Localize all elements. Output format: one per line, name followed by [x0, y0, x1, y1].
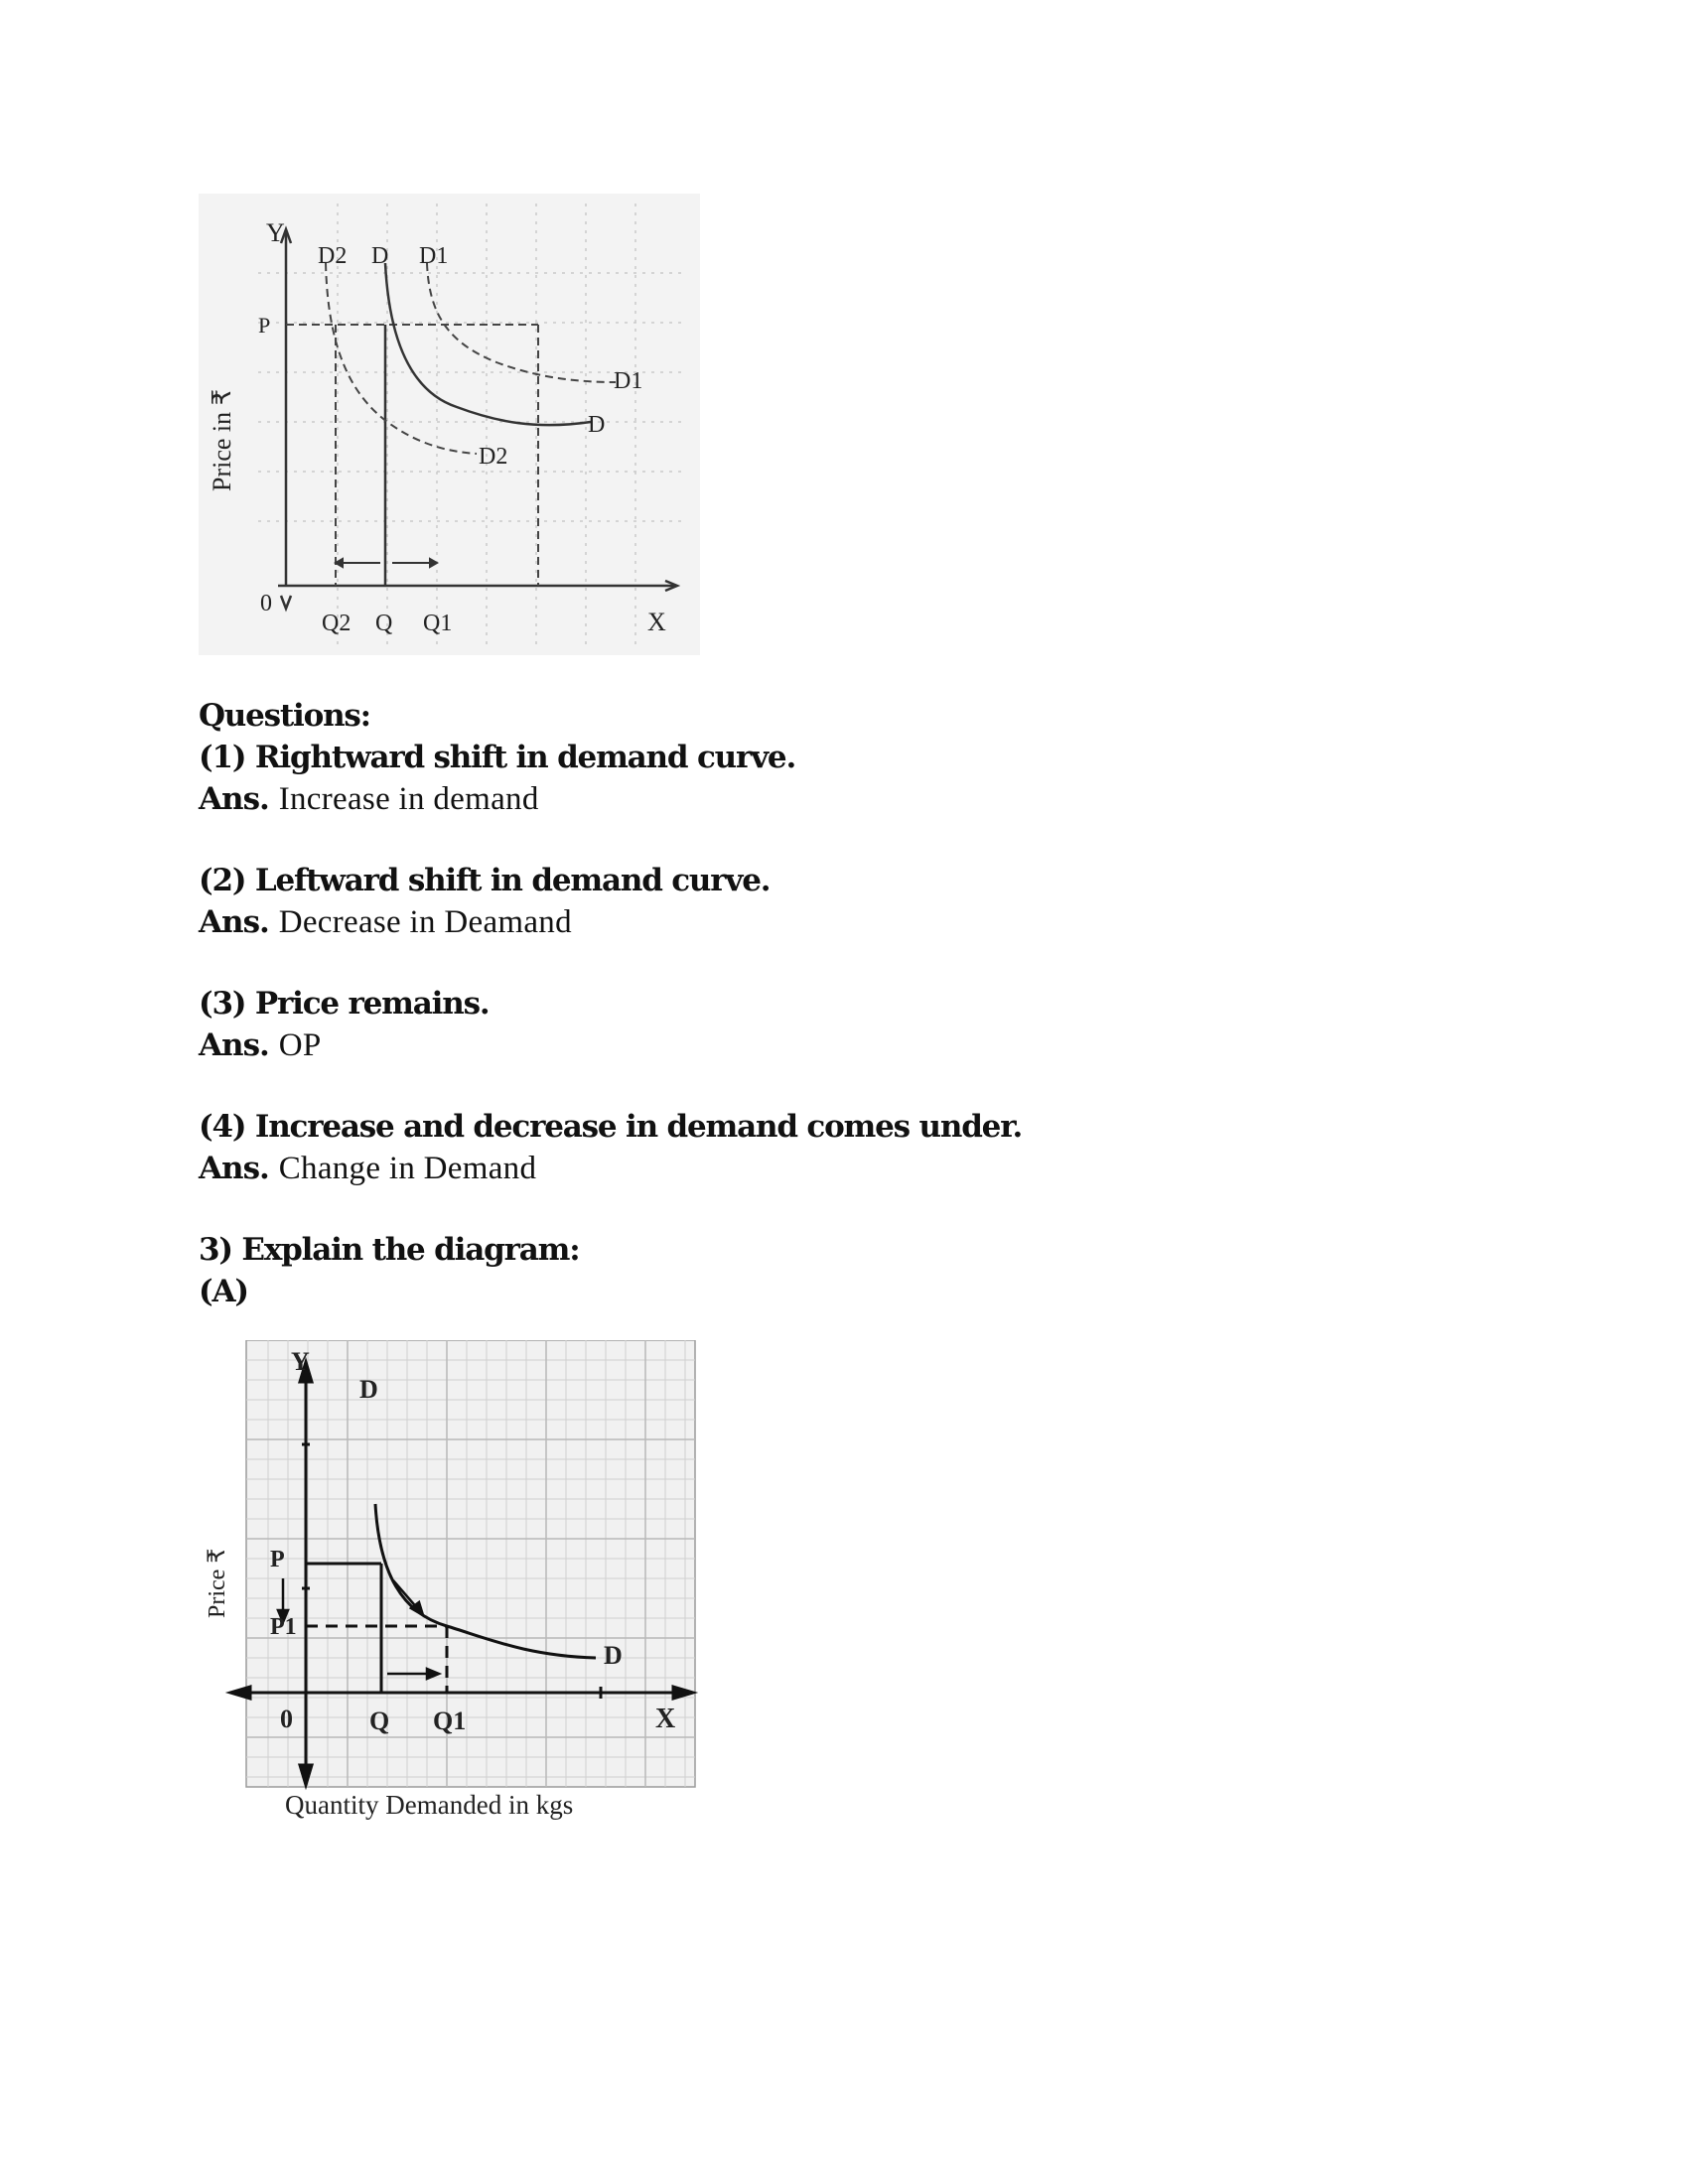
question-3: (3) Price remains.: [199, 986, 490, 1022]
answer-text: Change in Demand: [278, 1151, 537, 1186]
price-p1-label: P1: [270, 1614, 297, 1640]
label-end-d2: D2: [479, 444, 508, 470]
answer-label: Ans.: [199, 781, 269, 817]
answer-4: [199, 1148, 1489, 1189]
tick-q2: Q2: [322, 611, 352, 636]
label-top-d2: D2: [318, 243, 348, 269]
label-top-d: D: [371, 243, 389, 269]
questions-heading: Questions:: [199, 698, 370, 734]
origin-label: 0: [280, 1705, 293, 1733]
origin-label: 0: [260, 591, 272, 616]
price-p-label: P: [270, 1547, 285, 1572]
label-end-d1: D1: [614, 368, 643, 394]
answer-3: [199, 1024, 1489, 1066]
tick-q1: Q1: [433, 1706, 467, 1735]
price-p-label: P: [258, 313, 271, 338]
price-change-diagram: [199, 1340, 705, 1856]
demand-curve-d: [385, 263, 591, 425]
x-axis-title: Quantity Demanded in kgs: [285, 1790, 574, 1820]
answer-label: Ans.: [199, 1151, 269, 1186]
demand-shift-svg: [199, 194, 700, 655]
x-axis-label: X: [647, 608, 666, 636]
label-end-d: D: [588, 412, 606, 438]
tick-q: Q: [375, 611, 393, 636]
questions-section: [199, 695, 1489, 1312]
x-axis-label: X: [655, 1704, 676, 1734]
answer-2: [199, 901, 1489, 943]
curve-label-end: D: [604, 1641, 623, 1670]
demand-curve-d2: [326, 263, 477, 454]
section-heading: 3) Explain the diagram:: [199, 1232, 580, 1268]
y-axis-label: Y: [291, 1347, 310, 1376]
answer-text: Increase in demand: [278, 781, 539, 817]
demand-shift-diagram: [199, 194, 700, 655]
answer-text: Decrease in Deamand: [278, 904, 572, 940]
tick-q1: Q1: [423, 611, 453, 636]
y-axis-title: Price ₹: [205, 1548, 230, 1618]
answer-1: [199, 778, 1489, 820]
tick-q: Q: [369, 1706, 390, 1735]
question-1: (1) Rightward shift in demand curve.: [199, 740, 796, 775]
y-axis-title: Price in ₹: [208, 388, 236, 491]
question-4: (4) Increase and decrease in demand comes under.: [199, 1109, 1023, 1145]
y-axis-label: Y: [266, 218, 285, 247]
sub-heading: (A): [199, 1274, 248, 1309]
answer-label: Ans.: [199, 904, 269, 940]
answer-text: OP: [278, 1027, 322, 1063]
label-top-d1: D1: [419, 243, 449, 269]
question-2: (2) Leftward shift in demand curve.: [199, 863, 771, 898]
price-change-svg: [199, 1340, 705, 1856]
curve-label-top: D: [359, 1375, 378, 1404]
answer-label: Ans.: [199, 1027, 269, 1063]
